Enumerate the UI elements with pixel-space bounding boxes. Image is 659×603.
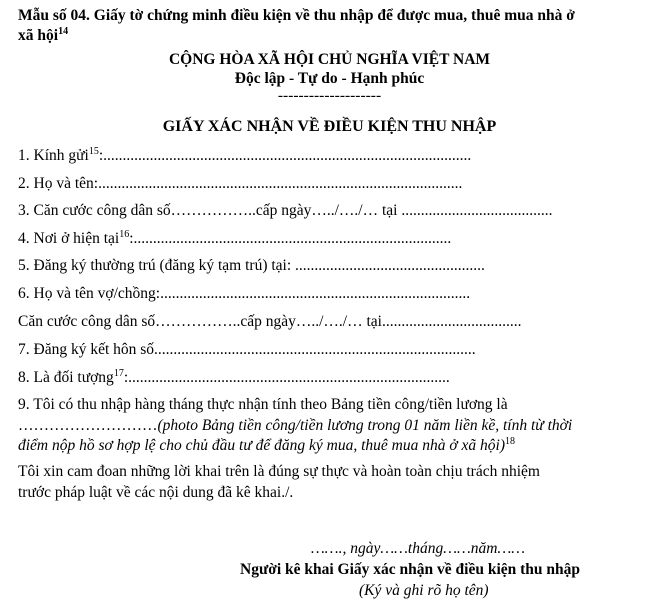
- header-divider: --------------------: [277, 87, 382, 104]
- footnote-16: 16: [119, 228, 130, 240]
- signature-date: ……., ngày……tháng……năm……: [311, 540, 526, 557]
- form-title-line2-wrap: [18, 26, 68, 46]
- document-title: GIẤY XÁC NHẬN VỀ ĐIỀU KIỆN THU NHẬP: [162, 118, 497, 135]
- field-income-line2: [18, 416, 572, 436]
- declaration-line2: trước pháp luật về các nội dung đã kê khai./.: [18, 484, 294, 501]
- motto: Độc lập - Tự do - Hạnh phúc: [234, 70, 425, 87]
- country-name: CỘNG HÒA XÃ HỘI CHỦ NGHĨA VIỆT NAM: [168, 51, 491, 68]
- field-full-name: 2. Họ và tên:..............................................................................................: [18, 175, 463, 192]
- form-title: [18, 6, 575, 26]
- field-residence-label: 4. Nơi ở hiện tại: [18, 230, 120, 247]
- field-spouse-name: 6. Họ và tên vợ/chồng:................................................................................: [18, 285, 471, 302]
- field-income-dots: ………………………: [18, 417, 158, 434]
- field-residence: [18, 229, 451, 249]
- field-residence-dots: :..................................................................................: [129, 230, 452, 247]
- form-title-line2: xã hội: [18, 27, 59, 44]
- field-id-card: 3. Căn cước công dân số……………..cấp ngày…../…./… tại .......................................: [18, 202, 553, 219]
- field-income-line3: [18, 436, 515, 456]
- field-subject: [18, 368, 450, 388]
- field-recipient: [18, 146, 471, 166]
- field-income-line1: 9. Tôi có thu nhập hàng tháng thực nhận tính theo Bảng tiền công/tiền lương là: [18, 396, 508, 413]
- field-subject-label: 8. Là đối tượng: [18, 369, 114, 386]
- declaration-line1: Tôi xin cam đoan những lời khai trên là đúng sự thực và hoàn toàn chịu trách nhiệm: [18, 463, 540, 480]
- field-recipient-label: 1. Kính gửi: [18, 147, 89, 164]
- form-title-line1: Mẫu số 04. Giấy tờ chứng minh điều kiện về thu nhập để được mua, thuê mua nhà ở: [18, 7, 575, 24]
- field-registration: 5. Đăng ký thường trú (đăng ký tạm trú) tại: .................................................: [18, 257, 485, 274]
- field-income-note2: điểm nộp hồ sơ hợp lệ cho chủ đầu tư để đăng ký mua, thuê mua nhà ở xã hội): [18, 437, 505, 454]
- footnote-14: 14: [58, 25, 69, 37]
- field-marriage: 7. Đăng ký kết hôn số...................................................................................: [18, 341, 476, 358]
- signer-note: (Ký và ghi rõ họ tên): [359, 582, 489, 599]
- field-spouse-id: Căn cước công dân số……………..cấp ngày…../…./… tại....................................: [18, 313, 522, 330]
- field-subject-dots: :...................................................................................: [123, 369, 450, 386]
- field-recipient-dots: :...............................................................................................: [98, 147, 472, 164]
- footnote-15: 15: [88, 145, 99, 157]
- footnote-17: 17: [113, 367, 124, 379]
- signer-title: Người kê khai Giấy xác nhận về điều kiện thu nhập: [240, 561, 581, 578]
- footnote-18: 18: [505, 435, 515, 447]
- field-income-note1: (photo Bảng tiền công/tiền lương trong 01 năm liền kề, tính từ thời: [157, 417, 573, 434]
